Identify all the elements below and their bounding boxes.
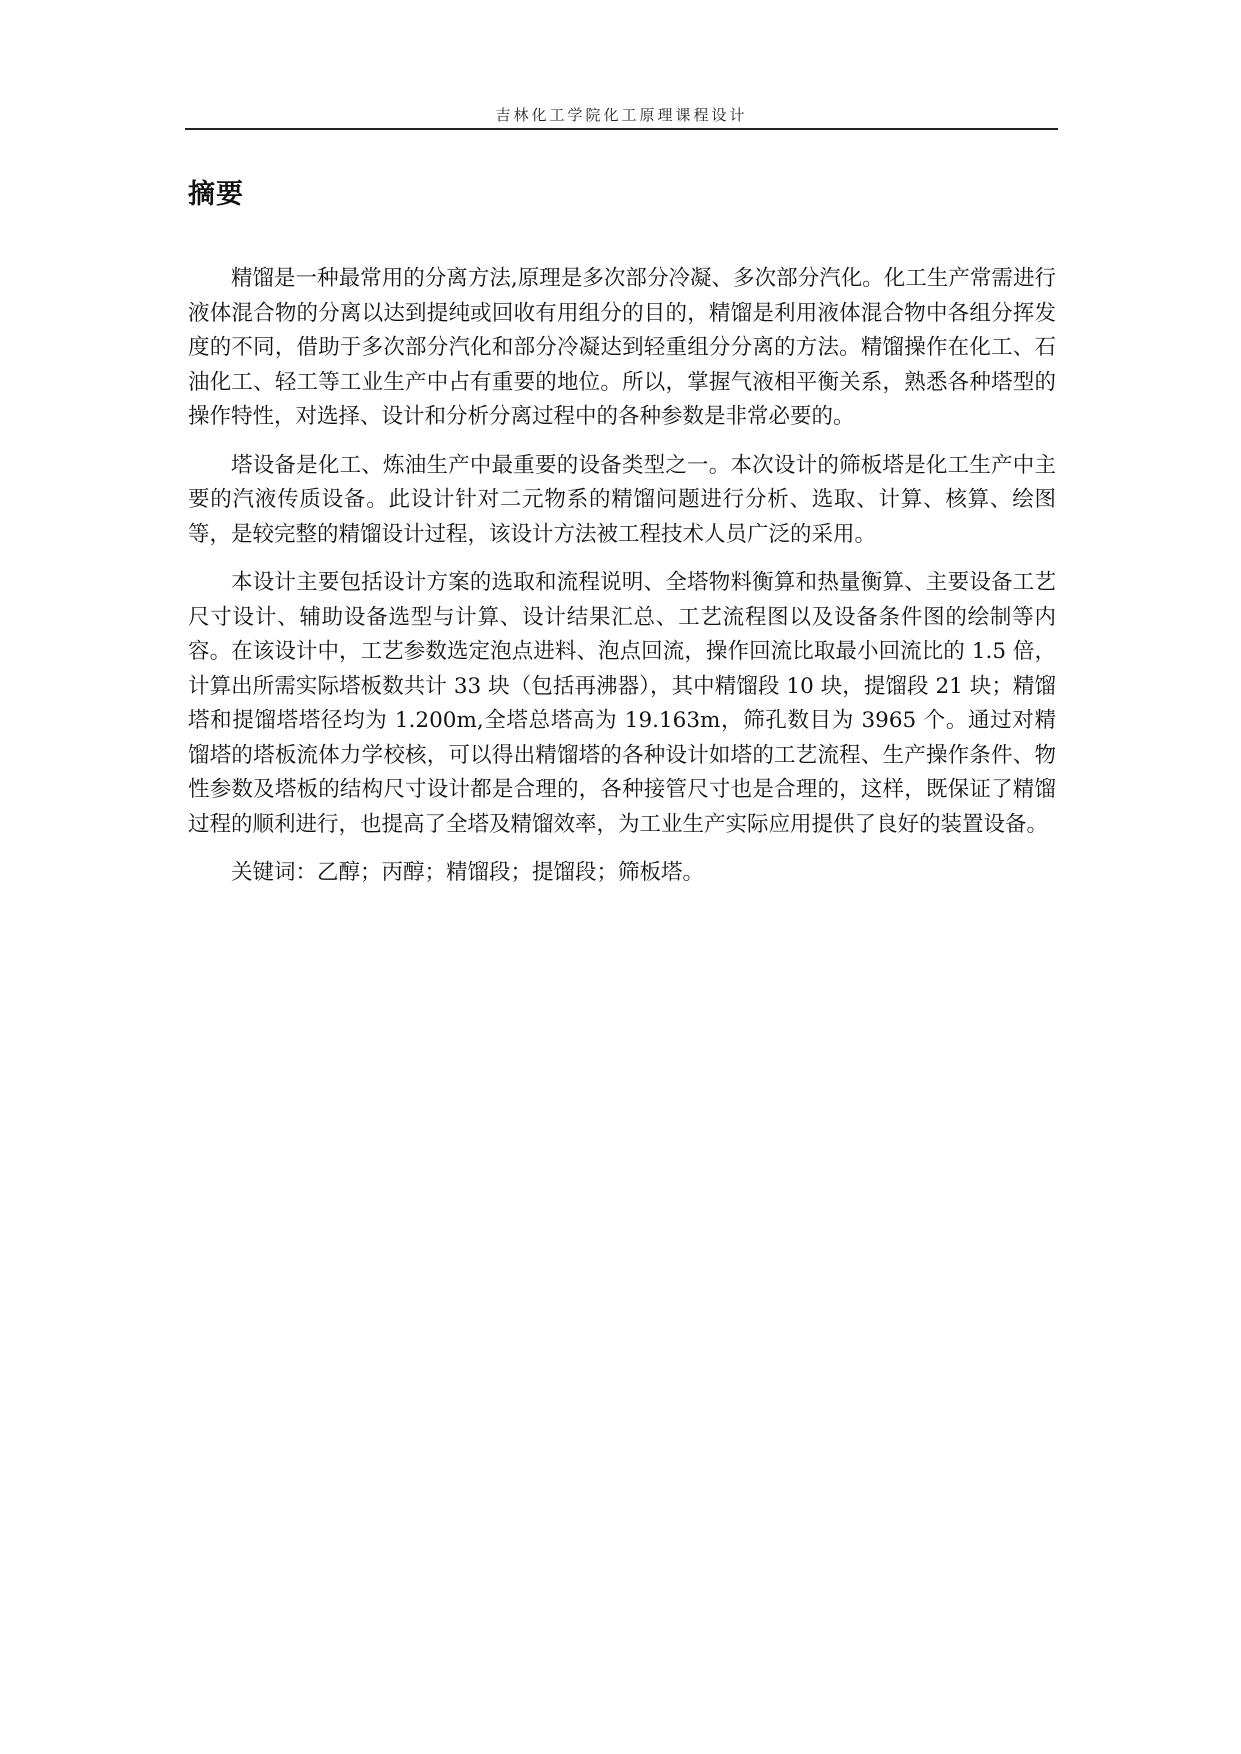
page-header: [185, 98, 1058, 130]
abstract-paragraph: 塔设备是化工、炼油生产中最重要的设备类型之一。本次设计的筛板塔是化工生产中主要的汽液传质设备。此设计针对二元物系的精馏问题进行分析、选取、计算、核算、绘图等，是较完整的精馏设计过程，该设计方法被工程技术人员广泛的采用。: [188, 452, 1056, 547]
abstract-paragraph: 本设计主要包括设计方案的选取和流程说明、全塔物料衡算和热量衡算、主要设备工艺尺寸设计、辅助设备选型与计算、设计结果汇总、工艺流程图以及设备条件图的绘制等内容。在该设计中，工艺参数选定泡点进料、泡点回流，操作回流比取最小回流比的 1.5 倍，计算出所需实际塔板数共计 33 块（包括再沸器），其中精馏段 10 块，提馏段 21 块；精馏塔和提馏塔塔径均为 1.200m,全塔总塔高为 19.163m，筛孔数目为 3965 个。通过对精馏塔的塔板流体力学校核，可以得出精馏塔的各种设计如塔的工艺流程、生产操作条件、物性参数及塔板的结构尺寸设计都是合理的，各种接管尺寸也是合理的，这样，既保证了精馏过程的顺利进行，也提高了全塔及精馏效率，为工业生产实际应用提供了良好的装置设备。: [188, 570, 1056, 837]
abstract-body: [188, 262, 1056, 891]
abstract-paragraph: 精馏是一种最常用的分离方法,原理是多次部分冷凝、多次部分汽化。化工生产常需进行液体混合物的分离以达到提纯或回收有用组分的目的，精馏是利用液体混合物中各组分挥发度的不同，借助于多次部分汽化和部分冷凝达到轻重组分分离的方法。精馏操作在化工、石油化工、轻工等工业生产中占有重要的地位。所以，掌握气液相平衡关系，熟悉各种塔型的操作特性，对选择、设计和分析分离过程中的各种参数是非常必要的。: [188, 266, 1056, 429]
keywords-line: 关键词：乙醇；丙醇；精馏段；提馏段；筛板塔。: [231, 860, 705, 885]
section-title: 摘要: [188, 179, 244, 210]
header-title: 吉林化工学院化工原理课程设计: [495, 106, 748, 124]
